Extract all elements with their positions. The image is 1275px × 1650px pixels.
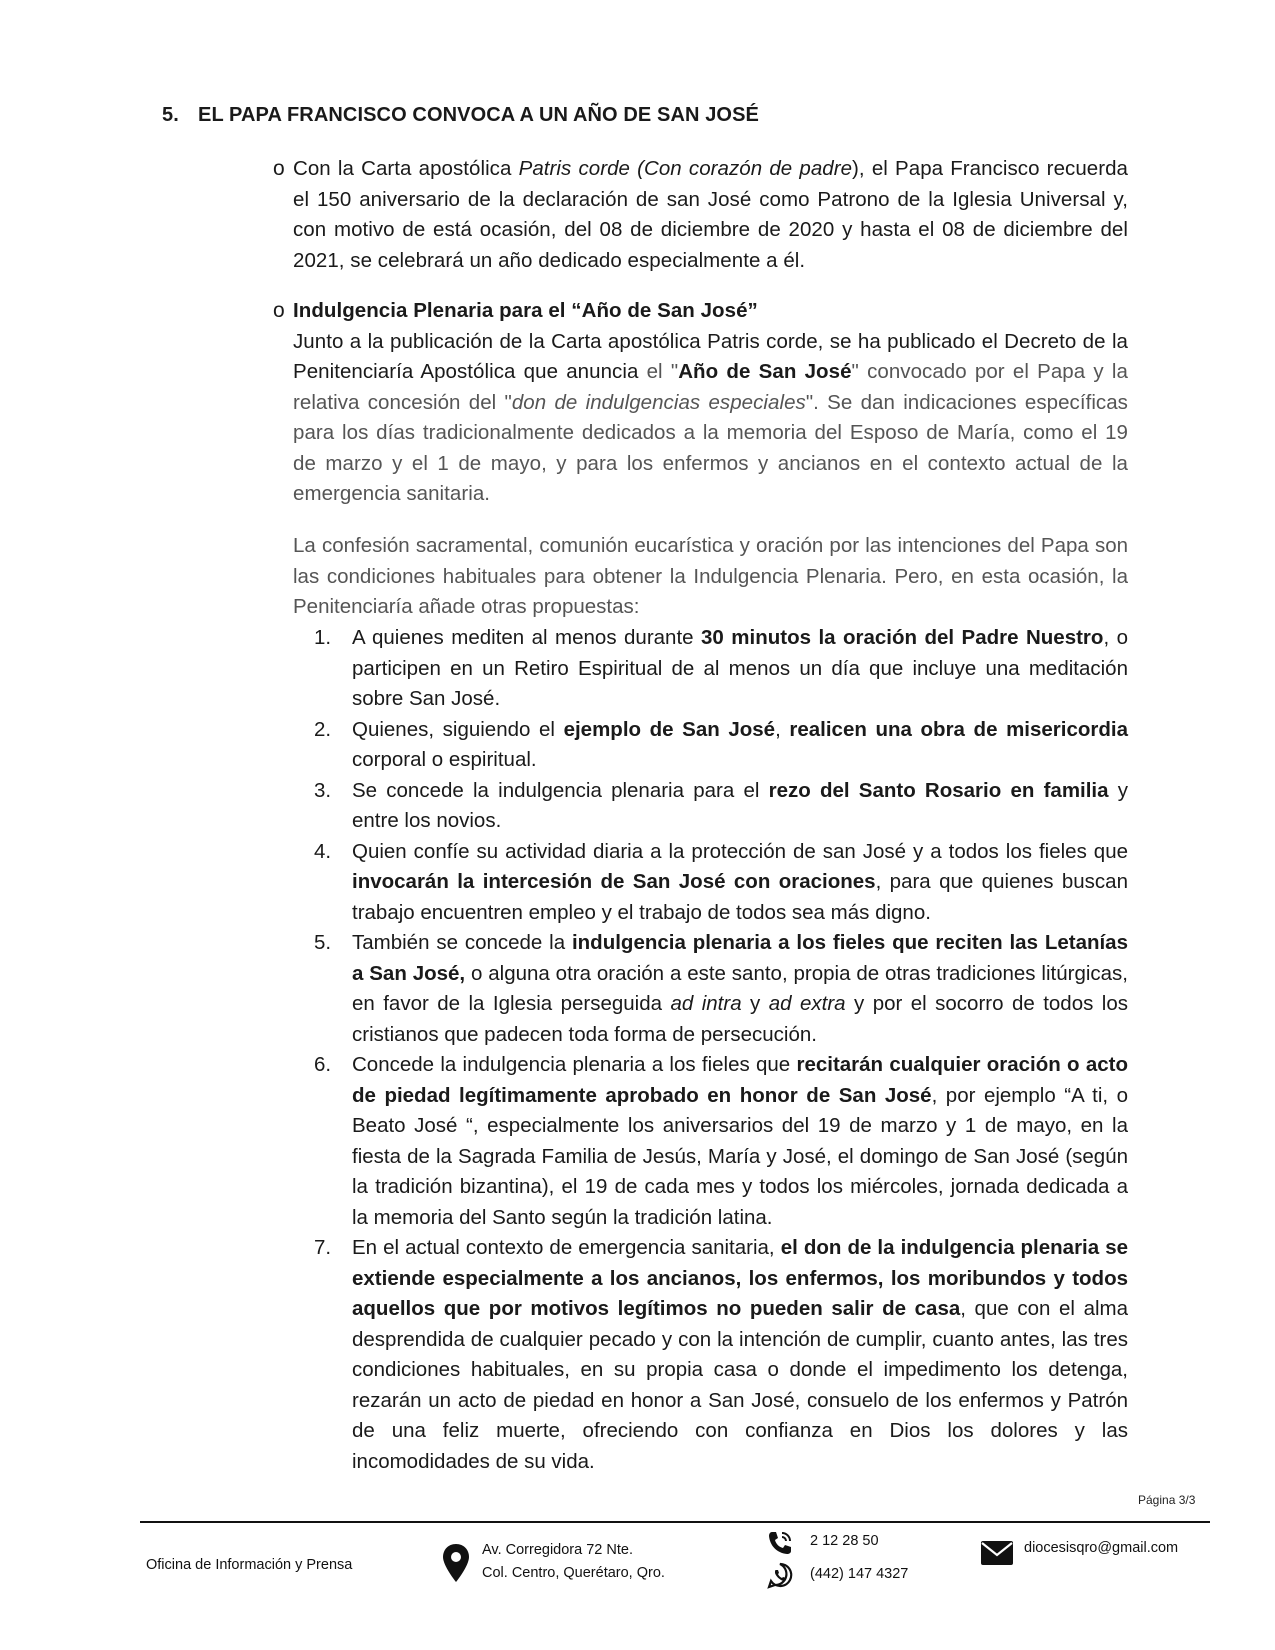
bullet-heading: [293, 296, 1128, 327]
item-number: 6.: [314, 1053, 332, 1076]
bold-text: indulgencia plenaria a los fieles que reciten las Letanías a San José,: [352, 931, 1128, 985]
bullet-paragraph: [293, 154, 1128, 276]
section-heading: [162, 104, 759, 127]
bold-text: realicen una obra de misericordia: [789, 717, 1128, 741]
italic-text: ad extra: [768, 992, 846, 1015]
bullet-marker: o: [273, 299, 285, 322]
bold-heading: Indulgencia Plenaria para el “Año de San José”: [293, 299, 758, 322]
bold-text: 30 minutos la oración del Padre Nuestro: [701, 626, 1104, 649]
list-item: [314, 776, 1128, 837]
whatsapp-number: (442) 147 4327: [810, 1566, 909, 1582]
text: corporal o espiritual.: [352, 748, 537, 771]
text: " convocado por el Papa y la relativa concesión del ": [293, 360, 1128, 414]
text: , o participen en un Retiro Espiritual de al menos un día que incluye una meditación sobre San José.: [352, 626, 1128, 710]
list-item: [314, 837, 1128, 929]
bold-text: el don de la indulgencia plenaria se extiende especialmente a los ancianos, los enfermos, los moribundos y todos aquellos que por motivos legítimos no pueden salir de casa: [352, 1236, 1128, 1320]
phone-number: 2 12 28 50: [810, 1533, 879, 1549]
item-number: 1.: [314, 626, 332, 649]
text: ". Se dan indicaciones específicas para los días tradicionalmente dedicados a la memoria del Esposo de María, como el 19 de marzo y el 1 de mayo, y para los enfermos y ancianos en el contexto actual de la emergencia sanitaria.: [293, 390, 1128, 505]
item-number: 3.: [314, 778, 332, 802]
text: ), el Papa Francisco recuerda el 150 aniversario de la declaración de san José como Patrono de la Iglesia Universal y, con motivo de está ocasión, del 08 de diciembre de 2020 y hasta el 08 de diciembre del 2021, se celebrará un año dedicado especialmente a él.: [293, 157, 1128, 272]
email-address: diocesisqro@gmail.com: [1024, 1540, 1179, 1556]
whatsapp-icon: [766, 1561, 794, 1589]
text: En el actual contexto de emergencia sanitaria,: [352, 1236, 781, 1259]
conditions-paragraph: La confesión sacramental, comunión eucarística y oración por las intenciones del Papa son las condiciones habituales para obtener la Indulgencia Plenaria. Pero, en esta ocasión, la Penitenciaría añade otras propuestas:: [293, 534, 1128, 618]
bold-text: ejemplo de San José: [563, 717, 776, 741]
item-number: 7.: [314, 1236, 332, 1259]
text: o alguna otra oración a este santo, propia de otras tradiciones litúrgicas, en favor de la Iglesia perseguida: [352, 961, 1129, 1015]
office-name: Oficina de Información y Prensa: [146, 1557, 353, 1573]
bold-text: rezo del Santo Rosario en familia: [768, 778, 1109, 802]
text: , que con el alma desprendida de cualquier pecado y con la intención de cumplir, cuanto antes, las tres condiciones habituales, en su propia casa o donde el impedimento los detenga, rezarán un acto de piedad en honor a San José, consuelo de los enfermos y Patrón de una feliz muerte, ofreciendo con confianza en Dios los dolores y las incomodidades de su vida.: [352, 1297, 1129, 1473]
text: Junto a la publicación de la Carta apostólica Patris corde, se ha publicado el Decreto de la Penitenciaría Apostólica que anuncia: [293, 329, 1128, 383]
text: , para que quienes buscan trabajo encuentren empleo y el trabajo de todos sea más digno.: [352, 870, 1128, 924]
bullet-patris-corde: [273, 154, 1128, 276]
text: Se concede la indulgencia plenaria para el: [352, 778, 769, 802]
footer-divider: [140, 1521, 1210, 1523]
text: Quienes, siguiendo el: [352, 717, 564, 741]
list-item: [314, 1233, 1129, 1477]
list-item: [314, 928, 1129, 1050]
bullet-marker: o: [273, 157, 285, 180]
bullet-indulgencia: [273, 296, 1128, 510]
item-number: 4.: [314, 839, 332, 863]
page-number: Página 3/3: [1138, 1493, 1196, 1507]
bold-text: Año de San José: [678, 360, 852, 383]
section-number: 5.: [162, 104, 179, 126]
bullet-paragraph: [293, 327, 1128, 510]
text: A quienes mediten al menos durante: [352, 626, 702, 649]
list-item: [314, 1050, 1129, 1233]
italic-text: Patris corde (Con corazón de padre: [518, 157, 853, 180]
address-line-1: Av. Corregidora 72 Nte.: [482, 1542, 633, 1558]
text: y: [741, 992, 769, 1015]
item-number: 2.: [314, 717, 332, 741]
envelope-icon: [980, 1540, 1014, 1566]
list-item: [314, 623, 1128, 715]
text: , por ejemplo “A ti, o Beato José “, especialmente los aniversarios del 19 de marzo y 1 de mayo, en la fiesta de la Sagrada Familia de Jesús, María y José, el domingo de San José (según la tradición bizantina), el 19 de cada mes y todos los miércoles, jornada dedicada a la memoria del Santo según la tradición latina.: [352, 1083, 1129, 1229]
text: Con la Carta apostólica: [293, 157, 519, 180]
proposals-list: [314, 623, 1129, 1477]
italic-text: ad intra: [670, 992, 742, 1015]
section-title: EL PAPA FRANCISCO CONVOCA A UN AÑO DE SAN JOSÉ: [198, 104, 759, 126]
text: ,: [775, 717, 790, 741]
item-number: 5.: [314, 931, 332, 954]
italic-text: don de indulgencias especiales: [511, 390, 806, 414]
list-item: [314, 715, 1128, 776]
text: el ": [646, 360, 679, 383]
bold-text: recitarán cualquier oración o acto de piedad legítimamente aprobado en honor de San José: [352, 1053, 1128, 1107]
bold-text: invocarán la intercesión de San José con oraciones: [352, 870, 876, 893]
text: y entre los novios.: [352, 778, 1128, 832]
location-pin-icon: [442, 1543, 470, 1583]
text: Concede la indulgencia plenaria a los fieles que: [352, 1053, 797, 1076]
text: También se concede la: [352, 931, 572, 954]
text: y por el socorro de todos los cristianos que padecen toda forma de persecución.: [352, 992, 1128, 1046]
text: Quien confíe su actividad diaria a la protección de san José y a todos los fieles que: [352, 839, 1128, 863]
address-line-2: Col. Centro, Querétaro, Qro.: [482, 1565, 665, 1581]
phone-icon: [766, 1529, 794, 1557]
